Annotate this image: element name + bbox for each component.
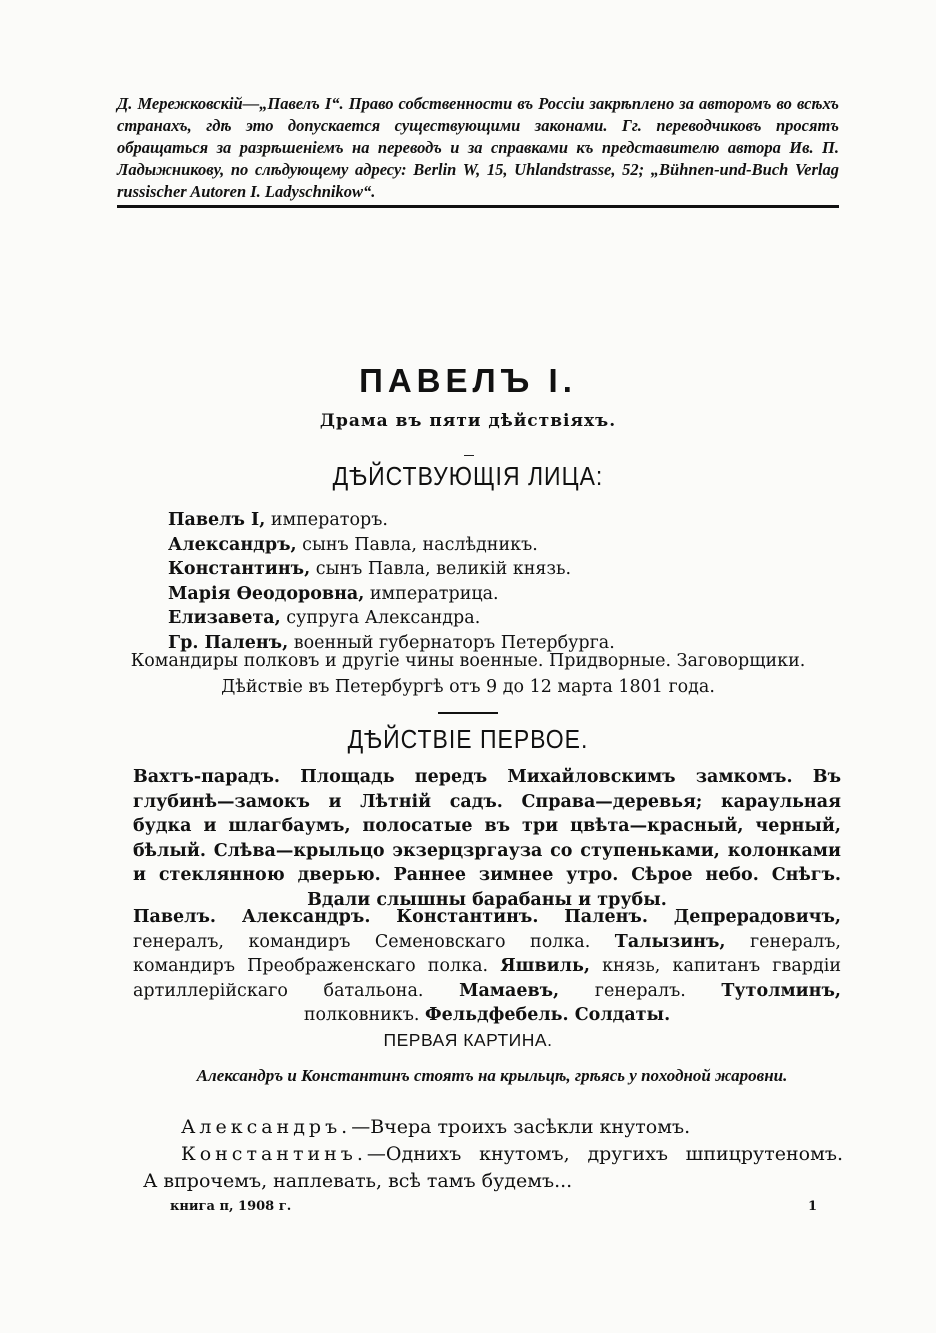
scene-cast	[133, 905, 841, 1028]
others-line: Командиры полковъ и другіе чины военные. Придворные. Заговорщики.	[130, 651, 806, 671]
character-name: Гр. Паленъ,	[168, 632, 289, 653]
character-item	[168, 533, 615, 558]
play-subtitle: Драма въ пяти дѣйствіяхъ.	[319, 411, 617, 431]
speech: —Вчера троихъ засѣкли кнутомъ.	[351, 1116, 691, 1138]
notice-divider	[117, 205, 839, 208]
act-heading: ДѢЙСТВІЕ ПЕРВОЕ.	[347, 724, 589, 754]
section-divider	[438, 712, 498, 714]
dialogue-line	[143, 1114, 843, 1141]
character-name: Павелъ I,	[168, 510, 266, 530]
speaker-name: Константинъ.	[181, 1143, 367, 1165]
scene-description: Вахтъ-парадъ. Площадь передъ Михайловскимъ замкомъ. Въ глубинѣ—замокъ и Лѣтній садъ. Справа—деревья; караульная будка и шлагбаумъ, полосатые въ три цвѣта—красный, черный, бѣлый. Слѣва—крыльцо экзерцзргауза со ступеньками, колонками и стеклянною дверью. Раннее зимнее утро. Сѣрое небо. Снѣгъ. Вдали слышны барабаны и трубы.	[133, 767, 841, 910]
speech: —Однихъ кнутомъ, другихъ шпицрутеномъ.	[366, 1143, 843, 1165]
cast-text: генералъ, командиръ Семеновскаго полка.	[133, 931, 615, 952]
characters-list	[168, 508, 615, 656]
cast-text: генералъ.	[559, 980, 722, 1001]
character-desc: супруга Александра.	[280, 608, 481, 629]
characters-heading: ДѢЙСТВУЮЩІЯ ЛИЦА:	[332, 461, 604, 491]
stage-direction: Александръ и Константинъ стоятъ на крыльцѣ, грѣясь у походной жаровни.	[196, 1066, 788, 1085]
cast-names: Павелъ. Александръ. Константинъ. Паленъ. Депрерадовичъ,	[133, 907, 841, 927]
cast-names: Фельдфебель. Солдаты.	[425, 1005, 671, 1025]
dialogue-line	[143, 1141, 843, 1168]
character-name: Марія Ѳеодоровна,	[168, 583, 365, 604]
character-item	[168, 557, 615, 582]
copyright-notice: Д. Мережковскій—„Павелъ I“. Право собственности въ Россіи закрѣплено за авторомъ во всѣхъ странахъ, гдѣ это допускается существующими законами. Гг. переводчиковъ просятъ обращаться за разрѣшеніемъ на переводъ и за справками къ представителю автора Ив. П. Ладыжникову, по слѣдующему адресу: Berlin W, 15, Uhlandstrasse, 52; „Bühnen-und-Buch Verlag russischer Autoren I. Ladyschnikow“.	[117, 94, 839, 201]
character-name: Александръ,	[168, 534, 297, 555]
setting-line: Дѣйствіе въ Петербургѣ отъ 9 до 12 марта 1801 года.	[221, 677, 715, 697]
dialogue-continuation: А впрочемъ, наплевать, всѣ тамъ будемъ...	[143, 1170, 573, 1192]
page-number: 1	[808, 1199, 818, 1214]
character-name: Елизавета,	[168, 608, 281, 629]
character-desc: императрица.	[364, 583, 499, 604]
cast-text: генералъ, командиръ Преображенскаго полка.	[133, 931, 841, 976]
ornament-tick	[464, 455, 474, 456]
character-desc: военный губернаторъ Петербурга.	[288, 632, 615, 653]
footer-signature: книга п, 1908 г.	[170, 1199, 292, 1214]
character-name: Константинъ,	[168, 559, 311, 580]
cast-names: Яшвиль,	[500, 956, 590, 976]
cast-text: князь, капитанъ гвардіи артиллерійскаго батальона.	[133, 956, 841, 1001]
cast-names: Тутолминъ,	[721, 980, 841, 1001]
play-title: ПАВЕЛЪ I.	[359, 362, 577, 399]
character-item	[168, 508, 615, 533]
speaker-name: Александръ.	[181, 1116, 352, 1138]
cast-names: Мамаевъ,	[459, 980, 560, 1001]
character-item	[168, 582, 615, 607]
picture-heading: ПЕРВАЯ КАРТИНА.	[383, 1030, 553, 1050]
cast-text: полковникъ.	[303, 1005, 425, 1025]
character-desc: императоръ.	[265, 510, 388, 530]
character-desc: сынъ Павла, великій князь.	[310, 559, 572, 580]
cast-names: Талызинъ,	[614, 931, 726, 952]
character-item	[168, 606, 615, 631]
dialogue-block	[143, 1114, 843, 1195]
character-desc: сынъ Павла, наслѣдникъ.	[296, 534, 538, 555]
